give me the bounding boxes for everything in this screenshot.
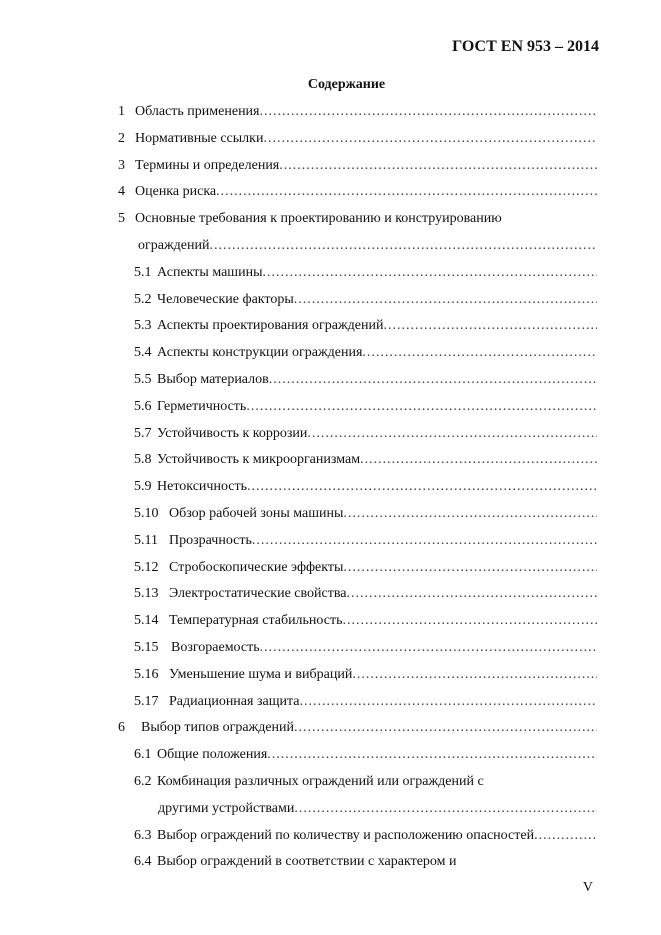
toc-title: Содержание: [307, 77, 386, 92]
toc-entry[interactable]: [118, 719, 597, 737]
toc-entry[interactable]: [134, 746, 597, 764]
toc-entry-number: 5.15: [134, 640, 159, 655]
dot-leader: [216, 183, 597, 201]
toc-entry-number: 6.2: [134, 774, 152, 789]
dot-leader: [383, 317, 597, 335]
toc-entry-number: 5.5: [134, 372, 152, 387]
toc-entry[interactable]: [134, 478, 597, 496]
toc-entry-number: 5.1: [134, 264, 152, 280]
toc-entry-number: 6.4: [134, 854, 152, 870]
toc-entry[interactable]: [118, 210, 502, 228]
toc-entry-title: Оценка риска: [135, 184, 217, 200]
toc-entry[interactable]: [118, 103, 597, 121]
toc-entry-title: Стробоскопические эффекты: [169, 559, 344, 575]
toc-entry-number: 5: [118, 211, 125, 227]
toc-entry[interactable]: [134, 827, 597, 845]
toc-entry-number: 5.12: [134, 559, 159, 575]
toc-entry-title: Нетоксичность: [157, 479, 248, 495]
toc-entry-number: 5.2: [134, 291, 152, 307]
toc-entry[interactable]: [134, 264, 597, 282]
toc-entry[interactable]: [134, 291, 597, 309]
toc-entry-title: Устойчивость к коррозии: [157, 425, 308, 441]
toc-entry-number: 6.3: [134, 827, 152, 843]
toc-entry-number: 5.7: [134, 425, 152, 441]
dot-leader: [246, 398, 597, 416]
toc-entry[interactable]: [134, 451, 597, 469]
toc-entry-number: 5.16: [134, 666, 159, 682]
page-number: V: [582, 880, 593, 895]
toc-entry-number: 6.1: [134, 747, 152, 763]
toc-entry-title: Обзор рабочей зоны машины: [169, 506, 344, 521]
dot-leader: [263, 130, 597, 148]
dot-leader: [362, 344, 597, 362]
toc-entry-title: Нормативные ссылки: [135, 130, 264, 146]
toc-entry-title: ограждений: [138, 238, 210, 253]
dot-leader: [360, 451, 597, 469]
toc-entry-title: другими устройствами: [158, 800, 295, 816]
toc-entry-title: Аспекты конструкции ограждения: [157, 345, 363, 361]
toc-entry[interactable]: [138, 237, 597, 255]
toc-entry[interactable]: [134, 344, 597, 362]
toc-entry-title: Уменьшение шума и вибраций: [169, 666, 353, 682]
toc-entry-number: 4: [118, 184, 125, 200]
toc-entry[interactable]: [134, 425, 597, 443]
toc-entry[interactable]: [134, 532, 597, 550]
document-header: ГОСТ EN 953 – 2014: [452, 38, 599, 55]
toc-entry[interactable]: [134, 317, 597, 335]
toc-entry[interactable]: [134, 398, 597, 416]
toc-entry-number: 1: [118, 104, 125, 119]
toc-entry[interactable]: [134, 585, 597, 603]
toc-entry[interactable]: [134, 505, 597, 523]
toc-entry-title: Термины и определения: [135, 157, 280, 173]
toc-entry[interactable]: [134, 559, 597, 577]
dot-leader: [343, 559, 597, 577]
toc-entry-number: 3: [118, 157, 125, 173]
toc-entry[interactable]: [134, 773, 484, 791]
toc-entry-number: 5.14: [134, 613, 159, 629]
toc-entry-number: 5.10: [134, 506, 159, 521]
dot-leader: [299, 693, 597, 711]
toc-entry[interactable]: [158, 800, 597, 818]
toc-entry-title: Общие положения: [157, 747, 268, 763]
dot-leader: [260, 103, 598, 121]
toc-entry-number: 5.13: [134, 586, 159, 602]
dot-leader: [247, 478, 597, 496]
dot-leader: [252, 532, 597, 550]
toc-entry-title: Возгораемость: [171, 640, 260, 655]
toc-entry[interactable]: [134, 666, 597, 684]
toc-entry[interactable]: [134, 639, 597, 657]
dot-leader: [352, 666, 597, 684]
toc-entry-number: 5.4: [134, 345, 152, 361]
toc-entry-title: Выбор типов ограждений: [141, 720, 295, 736]
dot-leader: [294, 291, 597, 309]
toc-entry-title: Область применения: [135, 104, 260, 119]
toc-entry-title: Прозрачность: [169, 532, 252, 548]
toc-entry-title: Выбор ограждений по количеству и расположению опасностей: [157, 827, 535, 843]
toc-entry[interactable]: [118, 130, 597, 148]
toc-entry-title: Аспекты проектирования ограждений: [157, 318, 384, 334]
dot-leader: [294, 800, 597, 818]
dot-leader: [269, 371, 597, 389]
toc-entry-title: Температурная стабильность: [169, 613, 343, 629]
dot-leader: [307, 425, 597, 443]
dot-leader: [279, 157, 597, 175]
toc-entry[interactable]: [134, 853, 457, 871]
dot-leader: [267, 746, 597, 764]
dot-leader: [260, 639, 597, 657]
toc-entry-number: 5.3: [134, 318, 152, 334]
toc-entry-number: 5.6: [134, 398, 152, 414]
toc-entry[interactable]: [134, 371, 597, 389]
toc-entry[interactable]: [118, 157, 597, 175]
toc-entry-number: 2: [118, 130, 125, 146]
toc-entry-number: 6: [118, 720, 125, 736]
toc-entry-number: 5.11: [134, 532, 158, 548]
toc-entry-title: Выбор ограждений в соответствии с характером и: [157, 854, 457, 870]
toc-entry-number: 5.9: [134, 479, 152, 495]
dot-leader: [209, 237, 597, 255]
toc-entry-number: 5.8: [134, 452, 152, 468]
toc-entry-title: Комбинация различных ограждений или ограждений с: [157, 774, 484, 789]
toc-entry[interactable]: [118, 183, 597, 201]
toc-entry-title: Человеческие факторы: [157, 291, 294, 307]
dot-leader: [343, 612, 598, 630]
toc-entry[interactable]: [134, 612, 597, 630]
toc-entry-number: 5.17: [134, 693, 159, 709]
toc-entry-title: Устойчивость к микроорганизмам: [157, 452, 361, 468]
dot-leader: [343, 505, 597, 523]
toc-entry-title: Герметичность: [157, 398, 247, 414]
toc-entry-title: Электростатические свойства: [169, 586, 347, 602]
toc-entry-title: Аспекты машины: [157, 264, 263, 280]
toc-entry-title: Радиационная защита: [169, 693, 300, 709]
toc-entry[interactable]: [134, 693, 597, 711]
toc-entry-title: Выбор материалов: [157, 372, 269, 387]
dot-leader: [534, 827, 597, 845]
dot-leader: [347, 585, 598, 603]
dot-leader: [294, 719, 597, 737]
toc-entry-title: Основные требования к проектированию и конструированию: [135, 211, 502, 227]
dot-leader: [262, 264, 597, 282]
